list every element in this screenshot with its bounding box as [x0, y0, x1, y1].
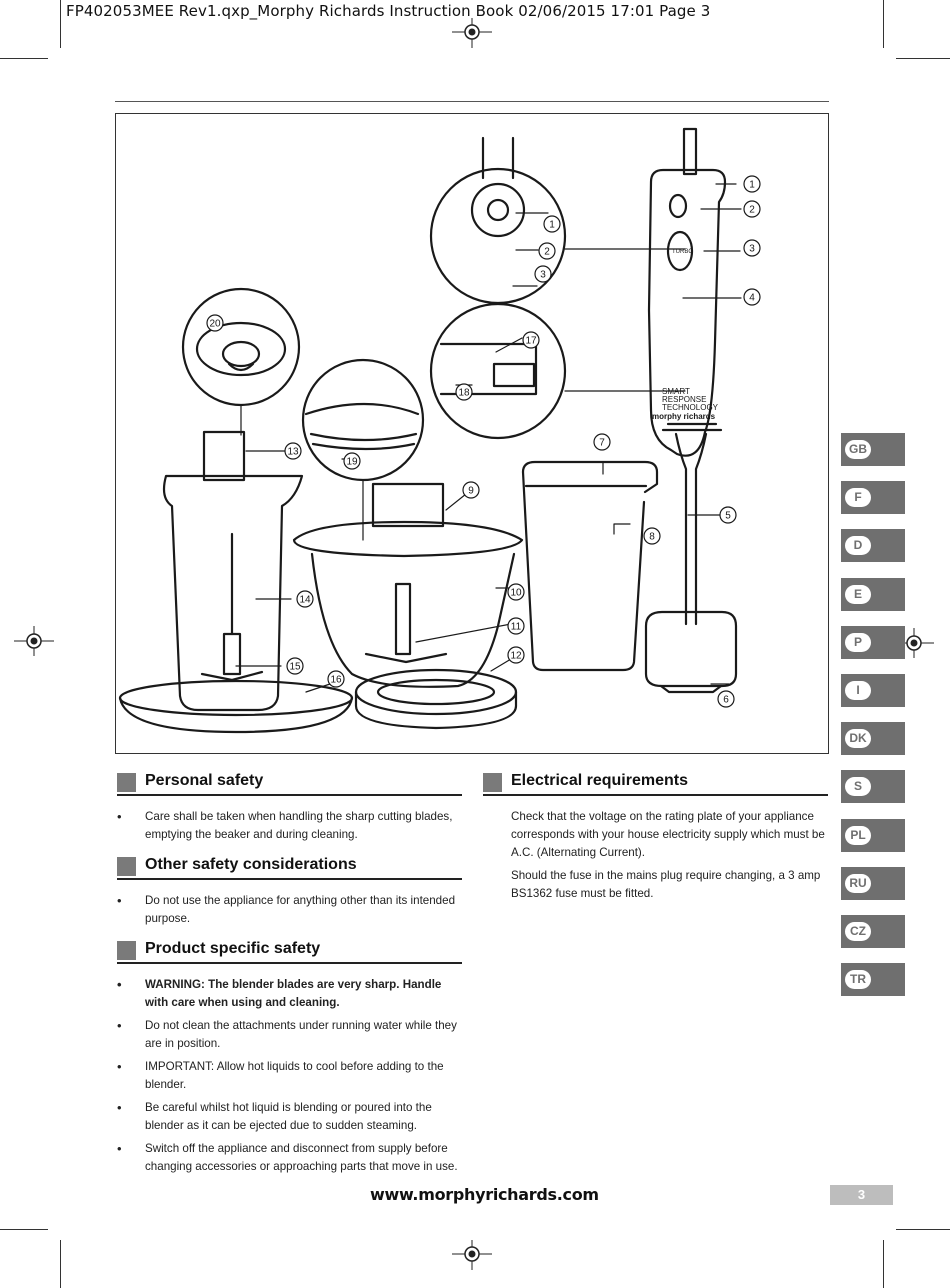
- callout-12: 12: [510, 650, 522, 662]
- electrical-paragraph: Check that the voltage on the rating plate of your appliance corresponds with your house electricity supply which must be A.C. (Alternating Current).: [511, 810, 825, 859]
- print-slug: FP402053MEE Rev1.qxp_Morphy Richards Instruction Book 02/06/2015 17:01 Page 3: [66, 2, 711, 20]
- language-tab-s[interactable]: [841, 770, 905, 803]
- crop-mark: [60, 0, 61, 48]
- crop-mark: [0, 58, 48, 59]
- header-rule: [115, 101, 829, 102]
- brand-text: morphy richards: [652, 412, 716, 421]
- personal-safety-list: [117, 808, 462, 844]
- language-code: I: [845, 681, 871, 700]
- language-code: S: [845, 777, 871, 796]
- callout-5: 5: [725, 510, 731, 522]
- language-code: D: [845, 536, 871, 555]
- callout-1: 1: [749, 179, 755, 191]
- list-item: • IMPORTANT: Allow hot liquids to cool before adding to the blender.: [117, 1058, 462, 1094]
- language-code: E: [845, 585, 871, 604]
- language-code: DK: [845, 729, 871, 748]
- badge-line-1: SMART: [662, 387, 690, 396]
- list-item: • Do not use the appliance for anything other than its intended purpose.: [117, 892, 462, 928]
- callout-18: 18: [458, 387, 470, 399]
- section-marker: [117, 773, 136, 792]
- callout-17: 17: [525, 335, 537, 347]
- language-tab-p[interactable]: [841, 626, 905, 659]
- list-item: • Do not clean the attachments under running water while they are in position.: [117, 1017, 462, 1053]
- section-marker: [483, 773, 502, 792]
- section-header-electrical: [483, 772, 828, 796]
- badge-line-3: TECHNOLOGY: [662, 403, 719, 412]
- callout-13: 13: [287, 446, 299, 458]
- callout-14: 14: [299, 594, 311, 606]
- product-illustration: [116, 114, 830, 755]
- electrical-paragraph: Should the fuse in the mains plug require changing, a 3 amp BS1362 fuse must be fitted.: [511, 869, 821, 900]
- registration-mark-icon: [14, 626, 54, 656]
- callout-6: 6: [723, 694, 729, 706]
- callout-3: 3: [749, 243, 755, 255]
- list-item: • Care shall be taken when handling the sharp cutting blades, emptying the beaker and during cleaning.: [117, 808, 462, 844]
- language-tab-dk[interactable]: [841, 722, 905, 755]
- crop-mark: [0, 1229, 48, 1230]
- right-column: [483, 772, 828, 908]
- section-title: Personal safety: [145, 772, 264, 789]
- footer-url[interactable]: www.morphyrichards.com: [370, 1185, 599, 1204]
- section-marker: [117, 857, 136, 876]
- language-tab-pl[interactable]: [841, 819, 905, 852]
- language-tab-gb[interactable]: [841, 433, 905, 466]
- section-title: Other safety considerations: [145, 856, 357, 873]
- section-header-other-safety: [117, 856, 462, 880]
- other-safety-list: [117, 892, 462, 928]
- page-number: 3: [830, 1185, 893, 1205]
- product-diagram: [115, 113, 829, 754]
- list-item: • Switch off the appliance and disconnect from supply before changing accessories or approaching parts that move in use.: [117, 1140, 462, 1176]
- section-title: Electrical requirements: [511, 772, 688, 789]
- crop-mark: [883, 0, 884, 48]
- callout-16: 16: [330, 674, 342, 686]
- language-code: CZ: [845, 922, 871, 941]
- turbo-label: TURBO: [672, 249, 693, 255]
- callout-8: 8: [649, 531, 655, 543]
- callout-9: 9: [468, 485, 474, 497]
- callout-7: 7: [599, 437, 605, 449]
- callout-15: 15: [289, 661, 301, 673]
- callout-10: 10: [510, 587, 522, 599]
- left-column: [117, 772, 462, 1188]
- crop-mark: [60, 1240, 61, 1288]
- language-tab-d[interactable]: [841, 529, 905, 562]
- language-code: F: [845, 488, 871, 507]
- language-tab-cz[interactable]: [841, 915, 905, 948]
- language-code: PL: [845, 826, 871, 845]
- inset-callout-3: 3: [540, 269, 546, 281]
- section-title: Product specific safety: [145, 940, 321, 957]
- language-tab-ru[interactable]: [841, 867, 905, 900]
- callout-4: 4: [749, 292, 755, 304]
- section-header-personal-safety: [117, 772, 462, 796]
- list-item: • Be careful whilst hot liquid is blending or poured into the blender as it can be ejected due to sudden steaming.: [117, 1099, 462, 1135]
- section-header-product-safety: [117, 940, 462, 964]
- registration-mark-icon: [452, 18, 492, 48]
- crop-mark: [883, 1240, 884, 1288]
- product-safety-list: [117, 976, 462, 1176]
- crop-mark: [896, 1229, 950, 1230]
- badge-line-2: RESPONSE: [662, 395, 707, 404]
- language-tab-tr[interactable]: [841, 963, 905, 996]
- language-tab-f[interactable]: [841, 481, 905, 514]
- language-code: P: [845, 633, 871, 652]
- warning-item: • WARNING: The blender blades are very sharp. Handle with care when using and cleaning.: [117, 976, 462, 1012]
- language-tab-e[interactable]: [841, 578, 905, 611]
- language-code: RU: [845, 874, 871, 893]
- section-marker: [117, 941, 136, 960]
- callout-11: 11: [510, 621, 522, 633]
- language-code: TR: [845, 970, 871, 989]
- callout-19: 19: [346, 456, 358, 468]
- callout-2: 2: [749, 204, 755, 216]
- inset-callout-2: 2: [544, 246, 550, 258]
- crop-mark: [896, 58, 950, 59]
- inset-callout-1: 1: [549, 219, 555, 231]
- callout-20: 20: [209, 318, 221, 330]
- language-tab-i[interactable]: [841, 674, 905, 707]
- registration-mark-icon: [452, 1240, 492, 1270]
- language-code: GB: [845, 440, 871, 459]
